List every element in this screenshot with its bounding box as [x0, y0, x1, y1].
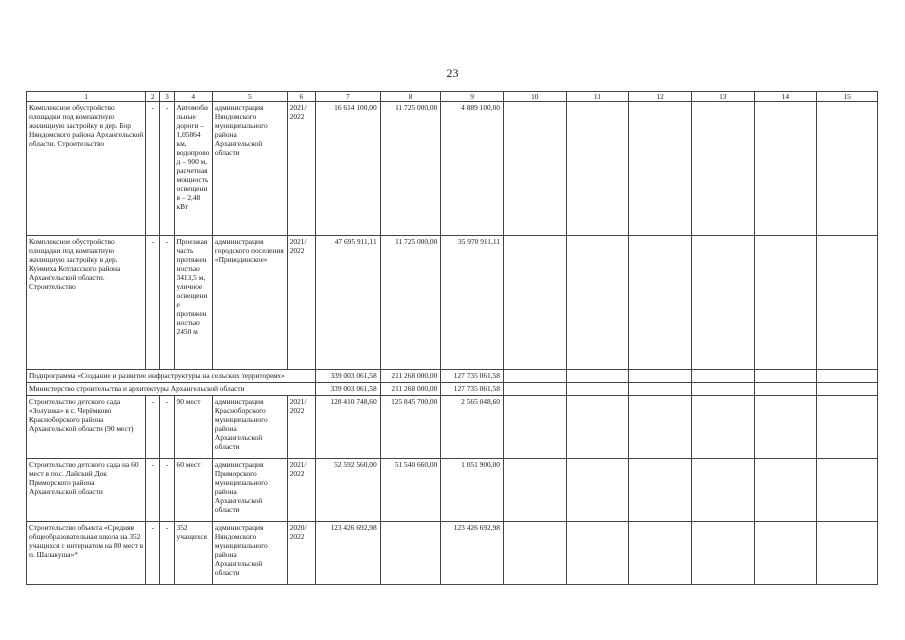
table-row — [27, 522, 878, 585]
project-customer: администрация городского поселения «Приводинское» — [212, 236, 287, 370]
cell-col2: - — [146, 102, 160, 236]
project-capacity: Проезжая часть протяженностью 3413,5 м, уличное освещение протяженностью 2450 м — [174, 236, 212, 370]
column-header: 2 — [146, 92, 160, 102]
project-period: 2021/ 2022 — [287, 236, 315, 370]
project-customer: администрация Приморского муниципального района Архангельской области — [212, 459, 287, 522]
empty-cell — [754, 383, 817, 396]
empty-cell — [817, 370, 878, 383]
amount-regional: 1 051 900,00 — [441, 459, 504, 522]
column-header: 7 — [316, 92, 381, 102]
empty-cell — [754, 370, 817, 383]
column-header: 6 — [287, 92, 315, 102]
empty-cell — [503, 383, 566, 396]
project-capacity: 60 мест — [174, 459, 212, 522]
table-row — [27, 102, 878, 236]
empty-cell — [566, 370, 629, 383]
project-period: 2020/ 2022 — [287, 522, 315, 585]
amount-regional: 127 735 061,58 — [441, 370, 504, 383]
project-name: Строительство детского сада «Золушка» в с. Черёмково Красноборского района Архангельской области (90 мест) — [27, 396, 146, 459]
amount-federal: 125 845 700,00 — [380, 396, 441, 459]
empty-cell — [566, 236, 629, 370]
amount-regional: 127 735 061,58 — [441, 383, 504, 396]
column-header: 10 — [503, 92, 566, 102]
amount-total: 339 003 061,58 — [316, 383, 381, 396]
amount-total: 339 003 061,58 — [316, 370, 381, 383]
empty-cell — [691, 396, 754, 459]
column-header: 11 — [566, 92, 629, 102]
empty-cell — [691, 370, 754, 383]
empty-cell — [503, 396, 566, 459]
budget-table — [26, 91, 878, 585]
empty-cell — [629, 102, 692, 236]
table-row — [27, 396, 878, 459]
empty-cell — [503, 236, 566, 370]
project-period: 2021/ 2022 — [287, 396, 315, 459]
cell-col2: - — [146, 459, 160, 522]
empty-cell — [503, 459, 566, 522]
empty-cell — [566, 459, 629, 522]
table-row — [27, 236, 878, 370]
empty-cell — [754, 522, 817, 585]
cell-col2: - — [146, 522, 160, 585]
cell-col2: - — [146, 236, 160, 370]
project-customer: администрация Няндомского муниципального района Архангельской области — [212, 522, 287, 585]
project-customer: администрация Красноборского муниципального района Архангельской области — [212, 396, 287, 459]
empty-cell — [691, 383, 754, 396]
empty-cell — [566, 383, 629, 396]
subprogram-label: Подпрограмма «Создание и развитие инфраструктуры на сельских территориях» — [27, 370, 316, 383]
amount-total: 128 410 748,60 — [316, 396, 381, 459]
empty-cell — [566, 522, 629, 585]
empty-cell — [754, 459, 817, 522]
project-capacity: 352 учащихся — [174, 522, 212, 585]
empty-cell — [817, 383, 878, 396]
cell-col2: - — [146, 396, 160, 459]
cell-col3: - — [160, 102, 174, 236]
project-name: Строительство объекта «Средняя общеобразовательная школа на 352 учащихся с интернатом на 80 мест в п. Шалакуша»* — [27, 522, 146, 585]
empty-cell — [691, 459, 754, 522]
empty-cell — [503, 370, 566, 383]
page-number: 23 — [446, 66, 459, 80]
empty-cell — [629, 522, 692, 585]
cell-col3: - — [160, 522, 174, 585]
empty-cell — [566, 396, 629, 459]
empty-cell — [691, 236, 754, 370]
amount-federal: 51 540 660,00 — [380, 459, 441, 522]
amount-federal: 11 725 000,00 — [380, 236, 441, 370]
column-header: 9 — [441, 92, 504, 102]
column-header: 14 — [754, 92, 817, 102]
amount-total: 123 426 692,98 — [316, 522, 381, 585]
amount-regional: 123 426 692,98 — [441, 522, 504, 585]
empty-cell — [503, 102, 566, 236]
column-header: 12 — [629, 92, 692, 102]
empty-cell — [754, 236, 817, 370]
cell-col3: - — [160, 459, 174, 522]
amount-regional: 35 970 911,11 — [441, 236, 504, 370]
project-name: Комплексное обустройство площадки под компактную жилищную застройку в дер. Бор Няндомского района Архангельской области. Строительство — [27, 102, 146, 236]
cell-col3: - — [160, 236, 174, 370]
empty-cell — [503, 522, 566, 585]
amount-regional: 4 889 100,00 — [441, 102, 504, 236]
ministry-row — [27, 383, 878, 396]
column-header: 5 — [212, 92, 287, 102]
amount-total: 16 614 100,00 — [316, 102, 381, 236]
ministry-label: Министерство строительства и архитектуры Архангельской области — [27, 383, 316, 396]
empty-cell — [817, 396, 878, 459]
project-capacity: Автомобильные дороги – 1,05864 км, водопровод – 900 м, расчетная мощность освещения – 2,48 кВт — [174, 102, 212, 236]
empty-cell — [629, 370, 692, 383]
column-header: 4 — [174, 92, 212, 102]
subprogram-row — [27, 370, 878, 383]
column-number-row — [27, 92, 878, 102]
column-header: 8 — [380, 92, 441, 102]
empty-cell — [629, 459, 692, 522]
empty-cell — [691, 522, 754, 585]
project-period: 2021/ 2022 — [287, 102, 315, 236]
empty-cell — [629, 396, 692, 459]
empty-cell — [566, 102, 629, 236]
column-header: 15 — [817, 92, 878, 102]
column-header: 3 — [160, 92, 174, 102]
project-period: 2021/ 2022 — [287, 459, 315, 522]
column-header: 13 — [691, 92, 754, 102]
column-header: 1 — [27, 92, 146, 102]
empty-cell — [817, 236, 878, 370]
amount-total: 52 592 560,00 — [316, 459, 381, 522]
empty-cell — [817, 459, 878, 522]
project-name: Строительство детского сада на 60 мест в пос. Лайский Док Приморского района Архангельской области — [27, 459, 146, 522]
amount-total: 47 695 911,11 — [316, 236, 381, 370]
amount-federal: 211 268 000,00 — [380, 383, 441, 396]
empty-cell — [754, 102, 817, 236]
amount-federal — [380, 522, 441, 585]
amount-regional: 2 565 048,60 — [441, 396, 504, 459]
empty-cell — [629, 236, 692, 370]
empty-cell — [754, 396, 817, 459]
empty-cell — [691, 102, 754, 236]
empty-cell — [817, 102, 878, 236]
project-customer: администрация Няндомского муниципального района Архангельской области — [212, 102, 287, 236]
project-name: Комплексное обустройство площадки под компактную жилищную застройку в дер. Куимиха Котласского района Архангельской области. Строительство — [27, 236, 146, 370]
project-capacity: 90 мест — [174, 396, 212, 459]
table-row — [27, 459, 878, 522]
empty-cell — [817, 522, 878, 585]
amount-federal: 11 725 000,00 — [380, 102, 441, 236]
cell-col3: - — [160, 396, 174, 459]
empty-cell — [629, 383, 692, 396]
amount-federal: 211 268 000,00 — [380, 370, 441, 383]
